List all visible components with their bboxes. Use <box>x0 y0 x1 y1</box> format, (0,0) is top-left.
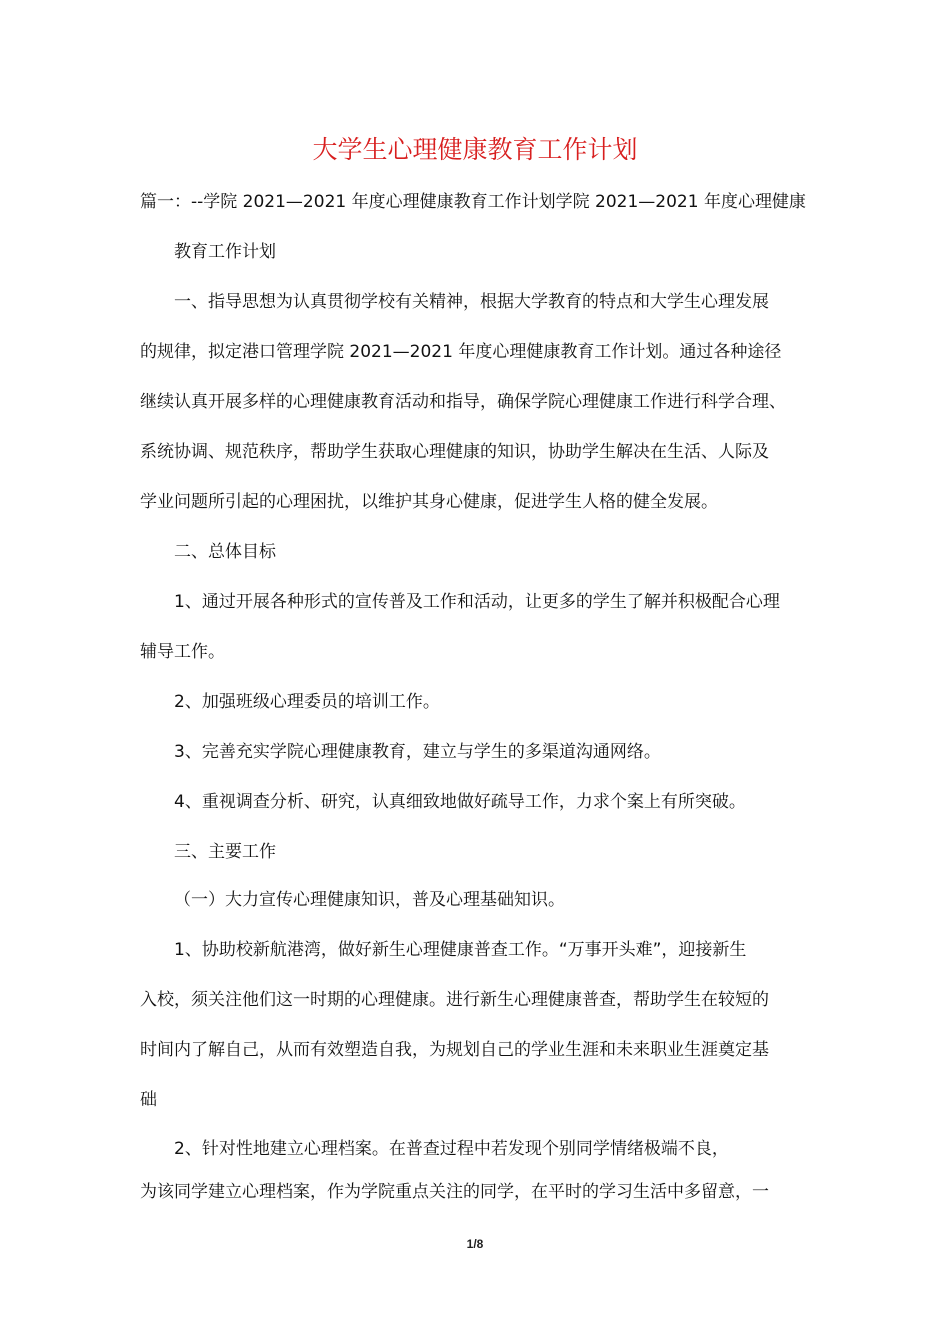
text-line: 础 <box>140 1090 157 1110</box>
document-title: 大学生心理健康教育工作计划 <box>312 135 638 164</box>
text-line: 为该同学建立心理档案，作为学院重点关注的同学，在平时的学习生活中多留意，一 <box>140 1182 769 1202</box>
text-line: 系统协调、规范秩序，帮助学生获取心理健康的知识，协助学生解决在生活、人际及 <box>140 442 769 462</box>
text-line: 4、重视调查分析、研究，认真细致地做好疏导工作，力求个案上有所突破。 <box>174 792 746 812</box>
text-line: 的规律，拟定港口管理学院 2021—2021 年度心理健康教育工作计划。通过各种途径 <box>140 342 782 362</box>
text-line: 篇一：--学院 2021—2021 年度心理健康教育工作计划学院 2021—2021 年度心理健康 <box>140 192 806 212</box>
text-line: 继续认真开展多样的心理健康教育活动和指导，确保学院心理健康工作进行科学合理、 <box>140 392 786 412</box>
text-line: 3、完善充实学院心理健康教育，建立与学生的多渠道沟通网络。 <box>174 742 661 762</box>
subsection-heading: （一）大力宣传心理健康知识，普及心理基础知识。 <box>174 890 565 910</box>
section-heading: 三、主要工作 <box>174 842 276 862</box>
text-line: 入校，须关注他们这一时期的心理健康。进行新生心理健康普查，帮助学生在较短的 <box>140 990 769 1010</box>
text-line: 教育工作计划 <box>174 242 276 262</box>
text-line: 2、加强班级心理委员的培训工作。 <box>174 692 440 712</box>
text-line: 时间内了解自己，从而有效塑造自我，为规划自己的学业生涯和未来职业生涯奠定基 <box>140 1040 769 1060</box>
text-line: 学业问题所引起的心理困扰，以维护其身心健康，促进学生人格的健全发展。 <box>140 492 718 512</box>
text-line: 一、指导思想为认真贯彻学校有关精神，根据大学教育的特点和大学生心理发展 <box>174 292 769 312</box>
text-line: 辅导工作。 <box>140 642 225 662</box>
text-line: 1、通过开展各种形式的宣传普及工作和活动，让更多的学生了解并积极配合心理 <box>174 592 780 612</box>
text-line: 1、协助校新航港湾，做好新生心理健康普查工作。“万事开头难”，迎接新生 <box>174 940 747 960</box>
page-number: 1/8 <box>466 1237 484 1251</box>
text-line: 2、针对性地建立心理档案。在普查过程中若发现个别同学情绪极端不良， <box>174 1139 729 1159</box>
section-heading: 二、总体目标 <box>174 542 276 562</box>
